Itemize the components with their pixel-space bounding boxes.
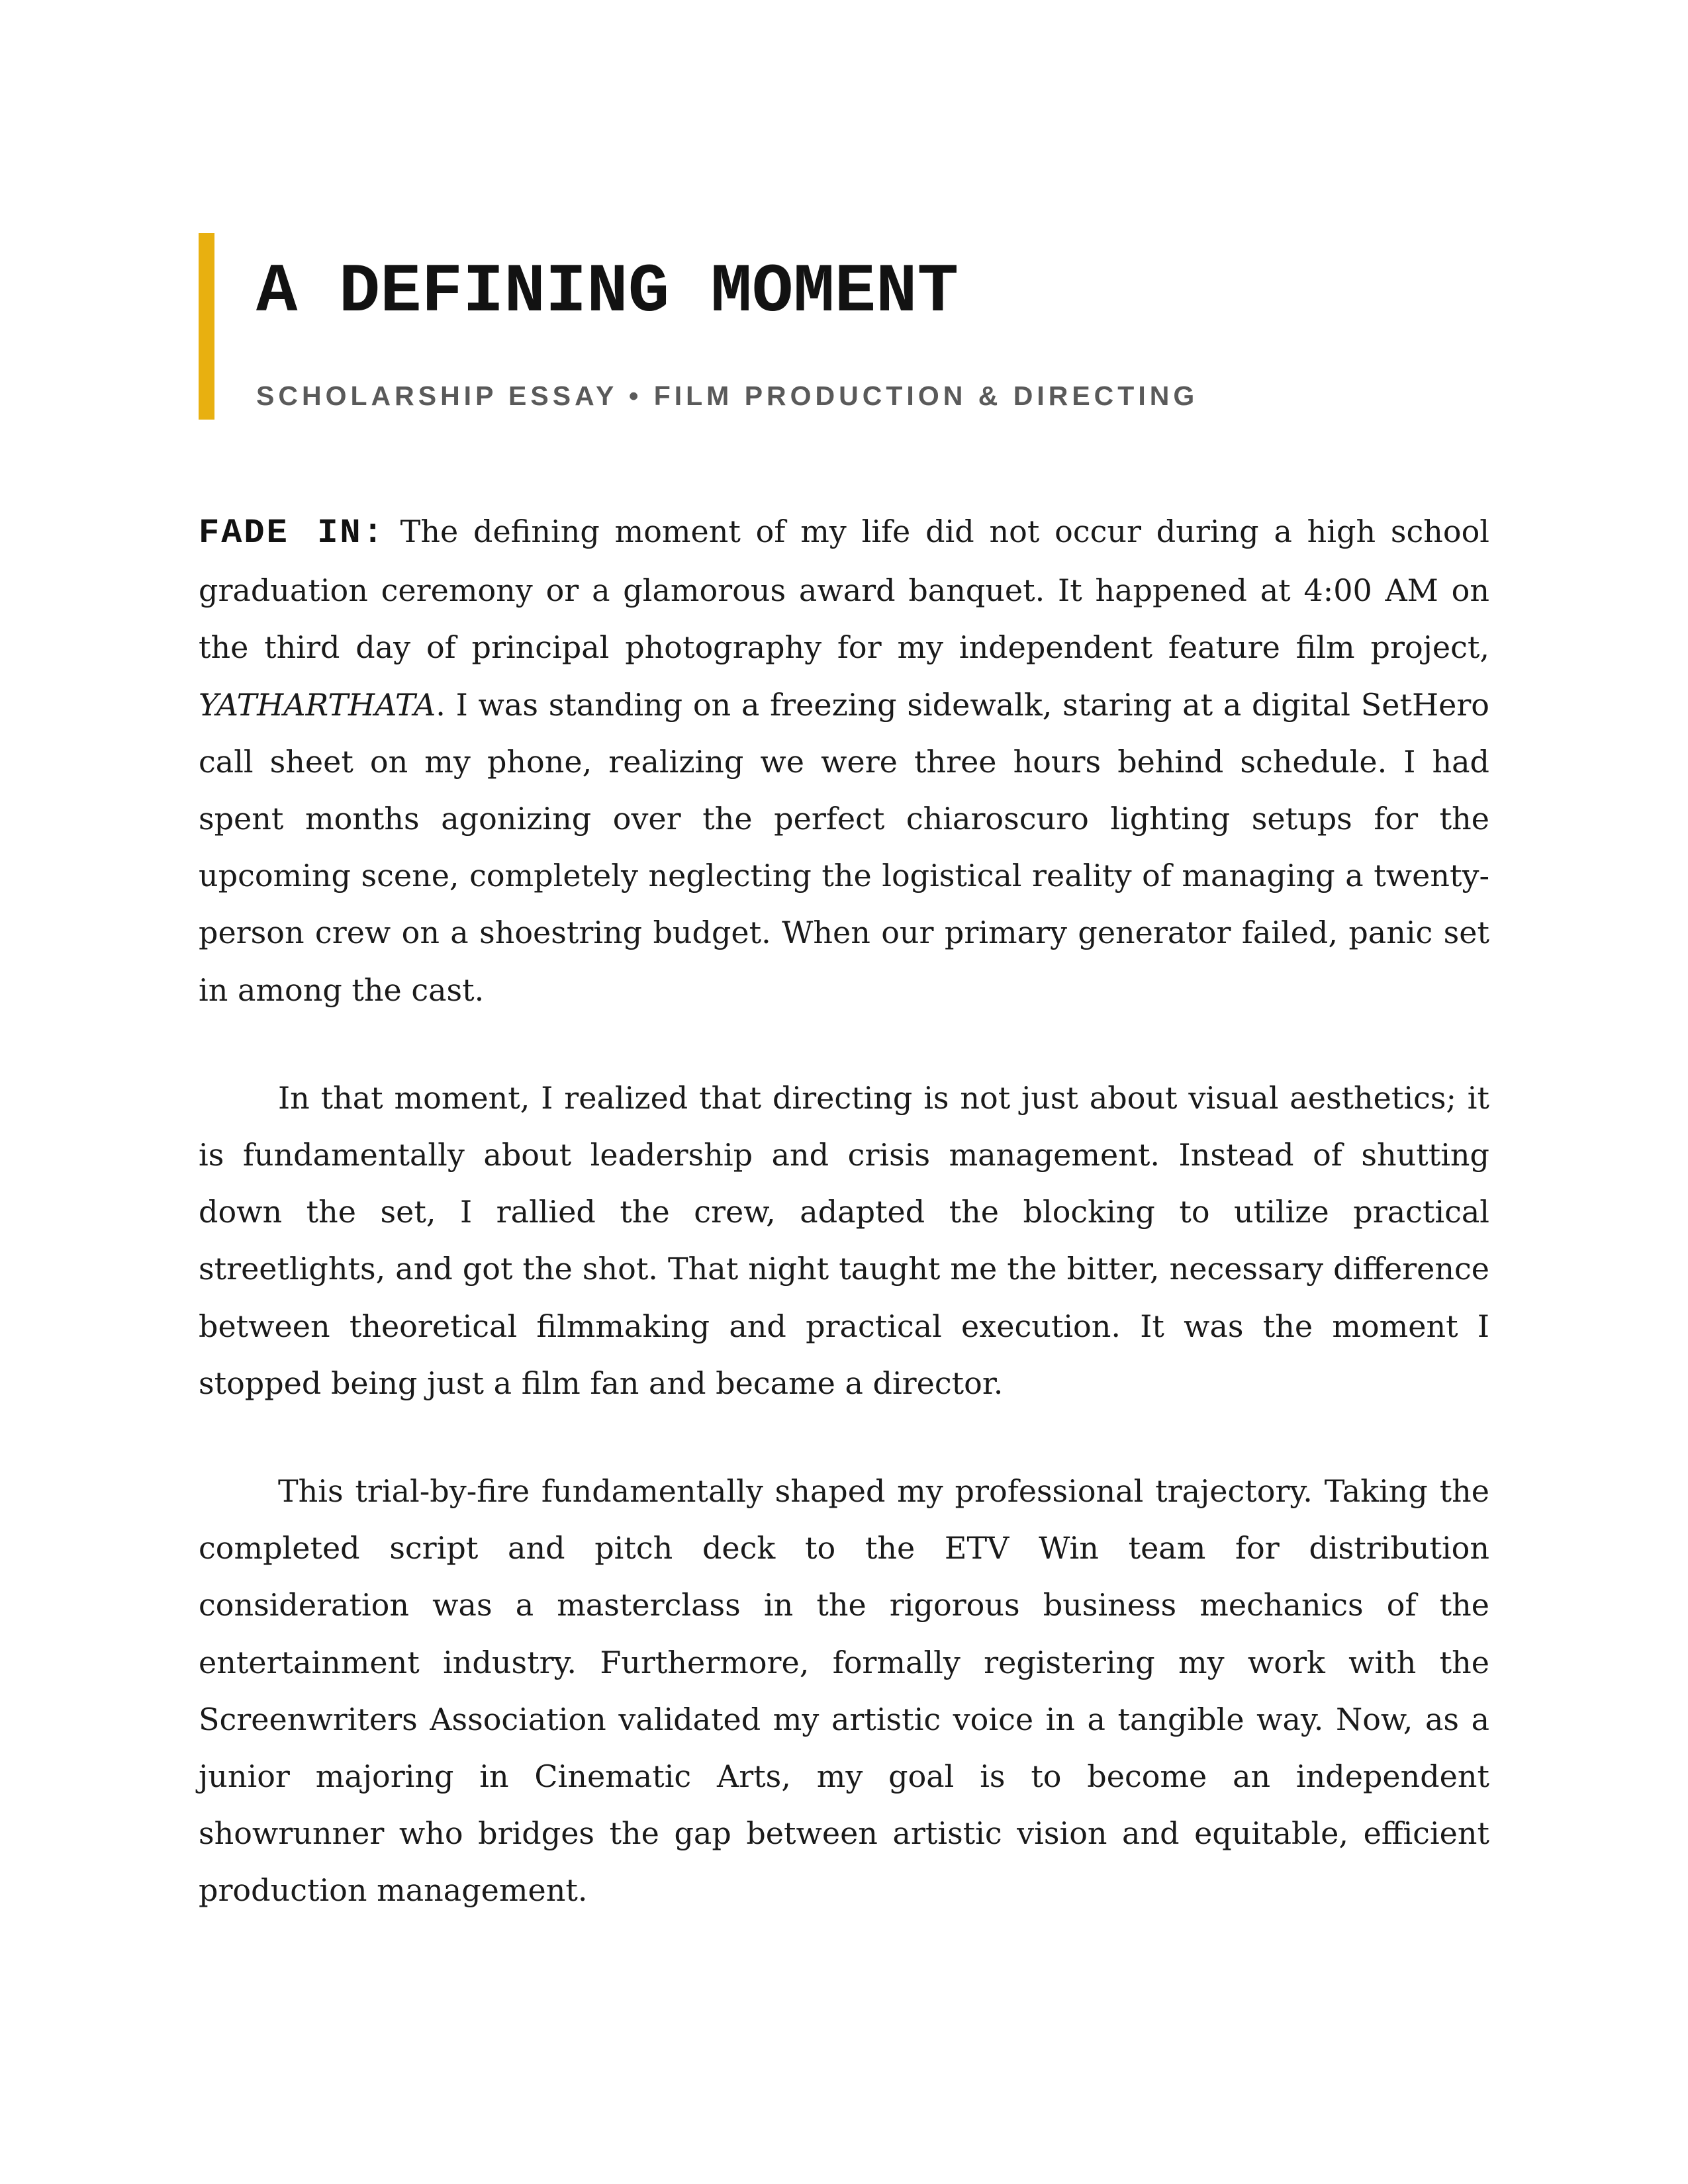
film-title: YATHARTHATA: [199, 686, 436, 723]
essay-title: A DEFINING MOMENT: [256, 253, 959, 332]
paragraph-1-text-a: The defining moment of my life did not occur during a high school graduation ceremony or a glamorous award banquet. It happened at 4:00 AM on the third day of principal photography for my independent feature film project,: [199, 514, 1490, 666]
fade-in-lead: FADE IN:: [199, 514, 385, 553]
essay-header: [199, 233, 1489, 420]
accent-bar: [199, 233, 214, 420]
paragraph-2: In that moment, I realized that directing is not just about visual aesthetics; it is fundamentally about leadership and crisis management. Instead of shutting down the set, I rallied the crew, adapted the blocking to utilize practical streetlights, and got the shot. That night taught me the bitter, necessary difference between theoretical filmmaking and practical execution. It was the moment I stopped being just a film fan and became a director.: [199, 1079, 1489, 1401]
essay-body: [199, 503, 1489, 1970]
essay-subtitle: SCHOLARSHIP ESSAY • FILM PRODUCTION & DIRECTING: [256, 381, 1199, 411]
paragraph-1: [199, 503, 1489, 1019]
paragraph-3: This trial-by-fire fundamentally shaped my professional trajectory. Taking the completed script and pitch deck to the ETV Win team for distribution consideration was a masterclass in the rigorous business mechanics of the entertainment industry. Furthermore, formally registering my work with the Screenwriters Association validated my artistic voice in a tangible way. Now, as a junior majoring in Cinematic Arts, my goal is to become an independent showrunner who bridges the gap between artistic vision and equitable, efficient production management.: [199, 1473, 1489, 1909]
paragraph-1-text-b: . I was standing on a freezing sidewalk, staring at a digital SetHero call sheet on my phone, realizing we were three hours behind schedule. I had spent months agonizing over the perfect chiaroscuro lighting setups for the upcoming scene, completely neglecting the logistical reality of managing a twenty-person crew on a shoestring budget. When our primary generator failed, panic set in among the cast.: [199, 686, 1489, 1008]
